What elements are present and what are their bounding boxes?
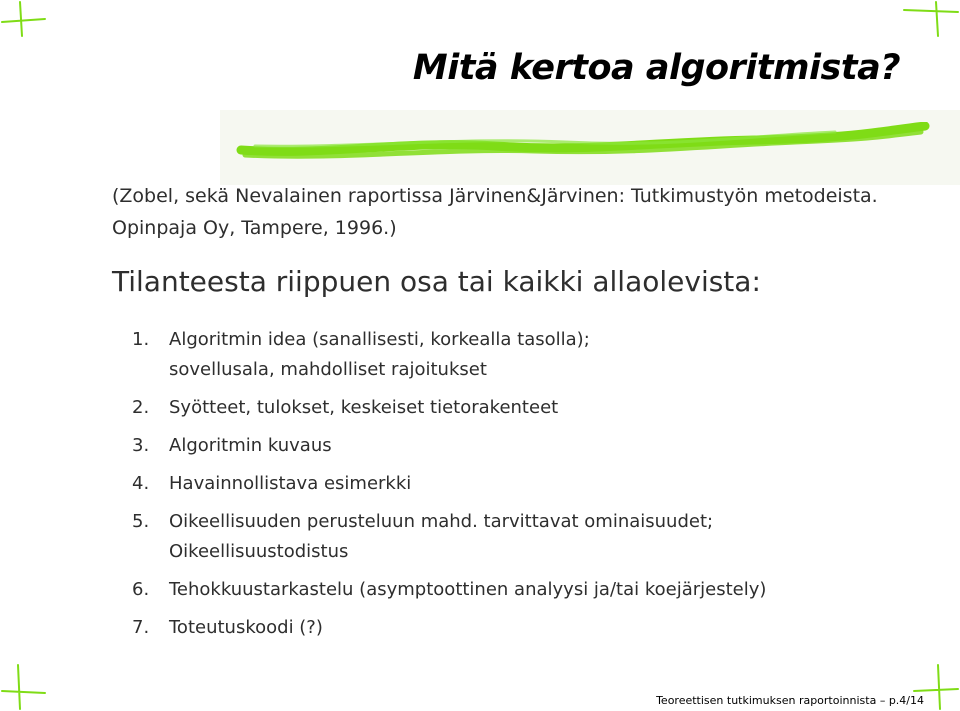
list-item-number: 2. (132, 397, 150, 418)
citation (112, 180, 912, 244)
list-item (132, 469, 766, 499)
list-item-number: 4. (132, 473, 150, 494)
citation-line: Opinpaja Oy, Tampere, 1996.) (112, 217, 397, 239)
list-item-text: Oikeellisuuden perusteluun mahd. tarvittavat ominaisuudet; (169, 511, 714, 532)
corner-mark-top-right (900, 0, 960, 40)
citation-line: (Zobel, sekä Nevalainen raportissa Järvinen&Järvinen: Tutkimustyön metodeista. (112, 185, 878, 207)
list-item (132, 613, 766, 643)
corner-mark-top-left (0, 0, 50, 40)
lead-text: Tilanteesta riippuen osa tai kaikki allaolevista: (112, 265, 761, 298)
list-item-number: 1. (132, 329, 150, 350)
list-item-number: 6. (132, 579, 150, 600)
list-item-text: Algoritmin kuvaus (169, 435, 332, 456)
list-item-number: 7. (132, 617, 150, 638)
corner-mark-bottom-left (0, 661, 50, 711)
slide-title: Mitä kertoa algoritmista? (412, 48, 900, 88)
list-item (132, 431, 766, 461)
title-brush-underline (235, 122, 935, 176)
list-item-text: Havainnollistava esimerkki (169, 473, 412, 494)
list-item-text: Syötteet, tulokset, keskeiset tietorakenteet (169, 397, 559, 418)
list-item-text: Tehokkuustarkastelu (asymptoottinen analyysi ja/tai koejärjestely) (169, 579, 767, 600)
list-item (132, 393, 766, 423)
slide-footer: Teoreettisen tutkimuksen raportoinnista – p.4/14 (656, 694, 924, 707)
list-item (132, 507, 766, 567)
list-item-text: sovellusala, mahdolliset rajoitukset (169, 359, 487, 380)
list-item-number: 3. (132, 435, 150, 456)
list-item-number: 5. (132, 511, 150, 532)
list-item (132, 575, 766, 605)
list-item-text: Toteutuskoodi (?) (169, 617, 323, 638)
topic-list (132, 325, 766, 643)
list-item-text: Oikeellisuustodistus (169, 541, 349, 562)
list-item-text: Algoritmin idea (sanallisesti, korkealla tasolla); (169, 329, 590, 350)
list-item (132, 325, 766, 385)
